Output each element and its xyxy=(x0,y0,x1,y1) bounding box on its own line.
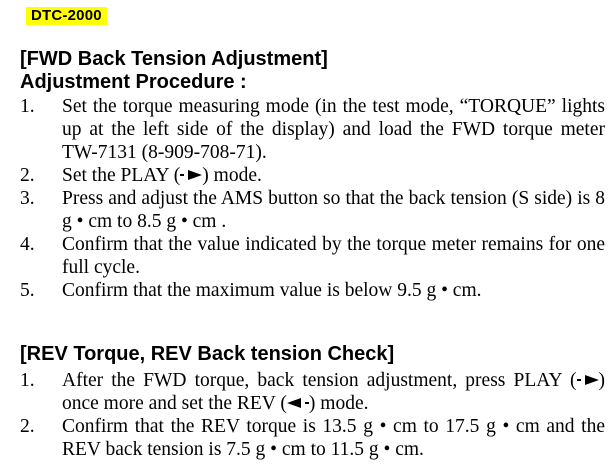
step-text: Confirm that the maximum value is below 9.5 g • cm. xyxy=(62,280,482,301)
step-number: 2. xyxy=(20,416,35,437)
step-text-middle: ) once more and set the REV ( xyxy=(62,370,605,414)
rev-steps-list xyxy=(20,369,605,461)
procedure-title: Adjustment Procedure : xyxy=(20,71,247,93)
step-number: 3. xyxy=(20,188,35,209)
step-number: 4. xyxy=(20,234,35,255)
step-text: Set the torque measuring mode (in the test mode, “TORQUE” lights up at the left side of the display) and load the FWD torque meter TW-7131 (8-909-708-71). xyxy=(62,96,605,163)
play-reverse-icon xyxy=(287,398,301,408)
step-number: 5. xyxy=(20,280,35,301)
list-item xyxy=(20,187,605,233)
step-number: 1. xyxy=(20,96,35,117)
play-bar xyxy=(577,379,581,381)
step-text: Press and adjust the AMS button so that the back tension (S side) is 8 g • cm to 8.5 g • cm . xyxy=(62,188,605,232)
play-bar xyxy=(180,174,184,176)
step-text: Confirm that the value indicated by the torque meter remains for one full cycle. xyxy=(62,234,605,278)
section-title-rev: [REV Torque, REV Back tension Check] xyxy=(20,343,395,365)
document-tag: DTC-2000 xyxy=(26,7,107,25)
step-text-end: ) mode. xyxy=(308,393,369,414)
step-number: 1. xyxy=(20,370,35,391)
list-item xyxy=(20,95,605,164)
list-item xyxy=(20,233,605,279)
list-item xyxy=(20,369,605,415)
step-number: 2. xyxy=(20,165,35,186)
play-forward-icon xyxy=(188,170,202,180)
list-item xyxy=(20,279,605,302)
step-text: Set the PLAY ( xyxy=(62,165,181,186)
list-item xyxy=(20,164,605,187)
play-forward-icon xyxy=(585,375,599,385)
step-text: After the FWD torque, back tension adjustment, press PLAY ( xyxy=(62,370,577,391)
section-title-fwd: [FWD Back Tension Adjustment] xyxy=(20,48,328,70)
step-text-end: ) mode. xyxy=(202,165,262,186)
list-item xyxy=(20,415,605,461)
fwd-steps-list xyxy=(20,95,605,302)
step-text: Confirm that the REV torque is 13.5 g • cm to 17.5 g • cm and the REV back tension is 7.5 g • cm to 11.5 g • cm. xyxy=(62,416,605,460)
